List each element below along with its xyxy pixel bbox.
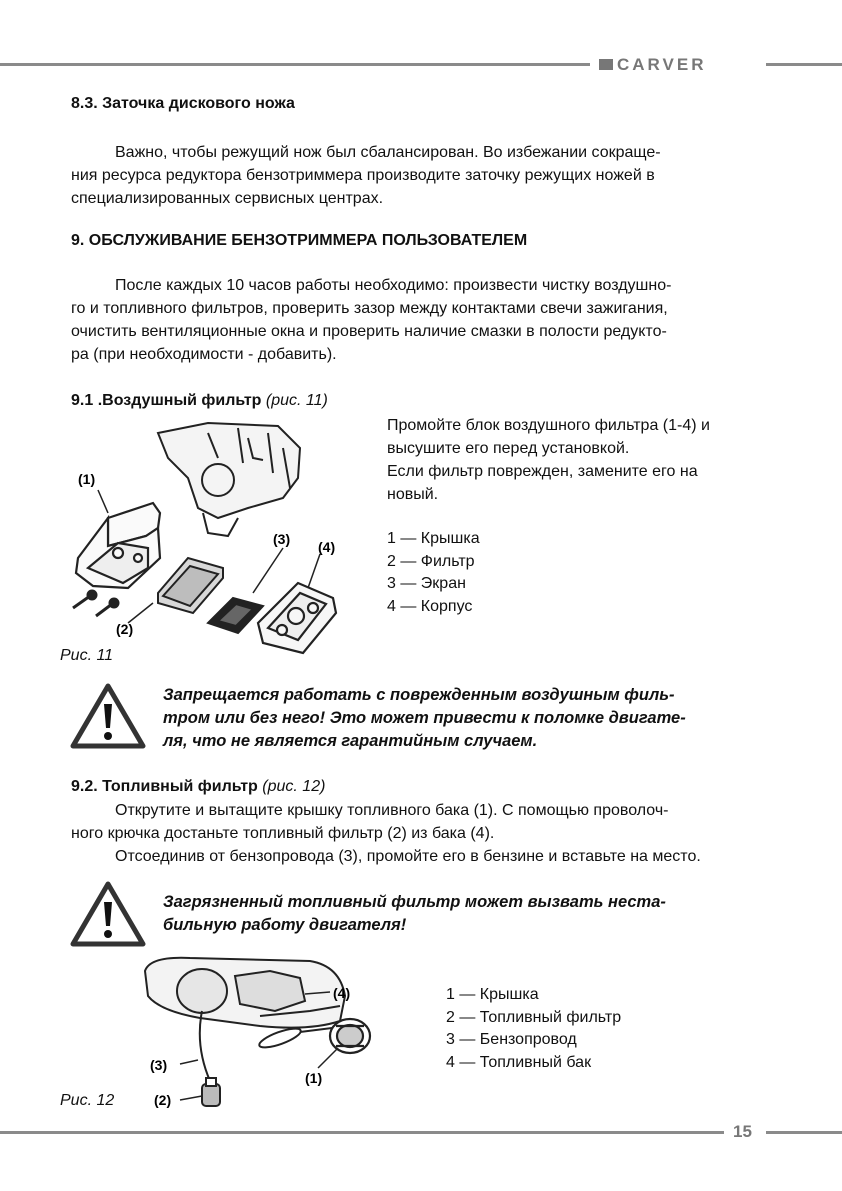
page-number: 15: [733, 1122, 752, 1141]
legend-item: 4 — Корпус: [387, 597, 473, 615]
text-line-content: Открутите и вытащите крышку топливного бака (1). С помощью проволоч-: [115, 802, 669, 819]
figure-label: (1): [78, 471, 96, 487]
figure-label: (4): [333, 985, 351, 1001]
fuel-filter-legend: [446, 984, 621, 1074]
section-9-2-heading: [71, 778, 325, 796]
figure-12-caption: Рис. 12: [60, 1092, 115, 1109]
text-line: го и топливного фильтров, проверить зазор между контактами свечи зажигания,: [71, 300, 668, 317]
section-9-heading: 9. ОБСЛУЖИВАНИЕ БЕНЗОТРИММЕРА ПОЛЬЗОВАТЕЛЕМ: [71, 232, 528, 249]
text-line: очистить вентиляционные окна и проверить наличие смазки в полости редукто-: [71, 323, 667, 340]
warning-1-text: [163, 684, 772, 753]
figure-11-caption: Рис. 11: [60, 647, 114, 664]
filter-housing-drawing: [258, 583, 336, 653]
header-rule-right: [766, 63, 842, 66]
text-line: бильную работу двигателя!: [163, 916, 407, 934]
footer-rule: [0, 1131, 724, 1134]
text-line: специализированных сервисных центрах.: [71, 190, 384, 207]
filter-cover-drawing: [76, 503, 160, 588]
figure-label: (2): [154, 1092, 172, 1108]
section-9-text: [71, 274, 771, 366]
figure-label: (3): [150, 1057, 168, 1073]
text-line: ния ресурса редуктора бензотриммера производите заточку режущих ножей в: [71, 167, 655, 184]
figure-12-fuel-filter-diagram: [140, 956, 380, 1121]
text-line: [71, 799, 771, 822]
legend-item: 4 — Топливный бак: [446, 1053, 592, 1071]
figure-label: (4): [318, 539, 336, 555]
figure-reference: (рис. 12): [262, 778, 326, 795]
air-filter-legend: [387, 528, 480, 618]
legend-item: 2 — Фильтр: [387, 552, 475, 570]
text-line: Если фильтр поврежден, замените его на: [387, 463, 698, 480]
text-line: ля, что не является гарантийным случаем.: [163, 732, 538, 750]
fuel-filter-drawing: [202, 1078, 220, 1106]
text-line: тром или без него! Это может привести к поломке двигате-: [163, 709, 686, 727]
heading-text: 9.2. Топливный фильтр: [71, 778, 258, 795]
warning-icon: [70, 682, 146, 750]
screws-drawing: [73, 591, 118, 616]
text-line: [71, 845, 771, 868]
figure-11-air-filter-diagram: [68, 418, 353, 663]
brand-text: CARVER: [617, 55, 707, 74]
figure-label: (3): [273, 531, 291, 547]
text-line: новый.: [387, 486, 439, 503]
text-line-content: Отсоединив от бензопровода (3), промойте его в бензине и вставьте на место.: [115, 848, 701, 865]
figure-label: (2): [116, 621, 134, 637]
text-line: Загрязненный топливный фильтр может вызвать неста-: [163, 893, 666, 911]
air-filter-description: [387, 414, 772, 506]
text-line: ного крючка достаньте топливный фильтр (2) из бака (4).: [71, 825, 495, 842]
brand-logo: [597, 55, 765, 75]
filter-screen-drawing: [208, 598, 263, 633]
legend-item: 1 — Крышка: [387, 530, 480, 547]
text-line: [71, 141, 771, 164]
text-line: ра (при необходимости - добавить).: [71, 346, 337, 363]
fuel-cap-drawing: [330, 1019, 370, 1053]
legend-item: 3 — Бензопровод: [446, 1031, 577, 1048]
legend-item: 3 — Экран: [387, 575, 466, 592]
brand-mark-icon: [599, 59, 613, 70]
footer-rule-right: [766, 1131, 842, 1134]
header-rule: [0, 63, 590, 66]
heading-text: 9.1 .Воздушный фильтр: [71, 392, 262, 409]
section-9-1-heading: [71, 392, 328, 410]
section-8-3-text: [71, 141, 771, 210]
text-line: Промойте блок воздушного фильтра (1-4) и: [387, 417, 710, 434]
section-8-3-heading: 8.3. Заточка дискового ножа: [71, 95, 295, 112]
text-line-content: Важно, чтобы режущий нож был сбалансирован. Во избежании сокраще-: [115, 144, 661, 161]
legend-item: 1 — Крышка: [446, 986, 539, 1003]
engine-housing-drawing: [158, 423, 300, 536]
warning-2-text: [163, 891, 772, 937]
text-line: Запрещается работать с поврежденным воздушным филь-: [163, 686, 675, 704]
text-line-content: После каждых 10 часов работы необходимо: произвести чистку воздушно-: [115, 277, 672, 294]
legend-item: 2 — Топливный фильтр: [446, 1008, 622, 1026]
figure-reference: (рис. 11): [265, 392, 328, 409]
figure-label: (1): [305, 1070, 323, 1086]
filter-element-drawing: [158, 558, 223, 613]
warning-icon: [70, 880, 146, 948]
text-line: [71, 274, 771, 297]
text-line: высушите его перед установкой.: [387, 440, 630, 457]
section-9-2-text: [71, 799, 771, 868]
